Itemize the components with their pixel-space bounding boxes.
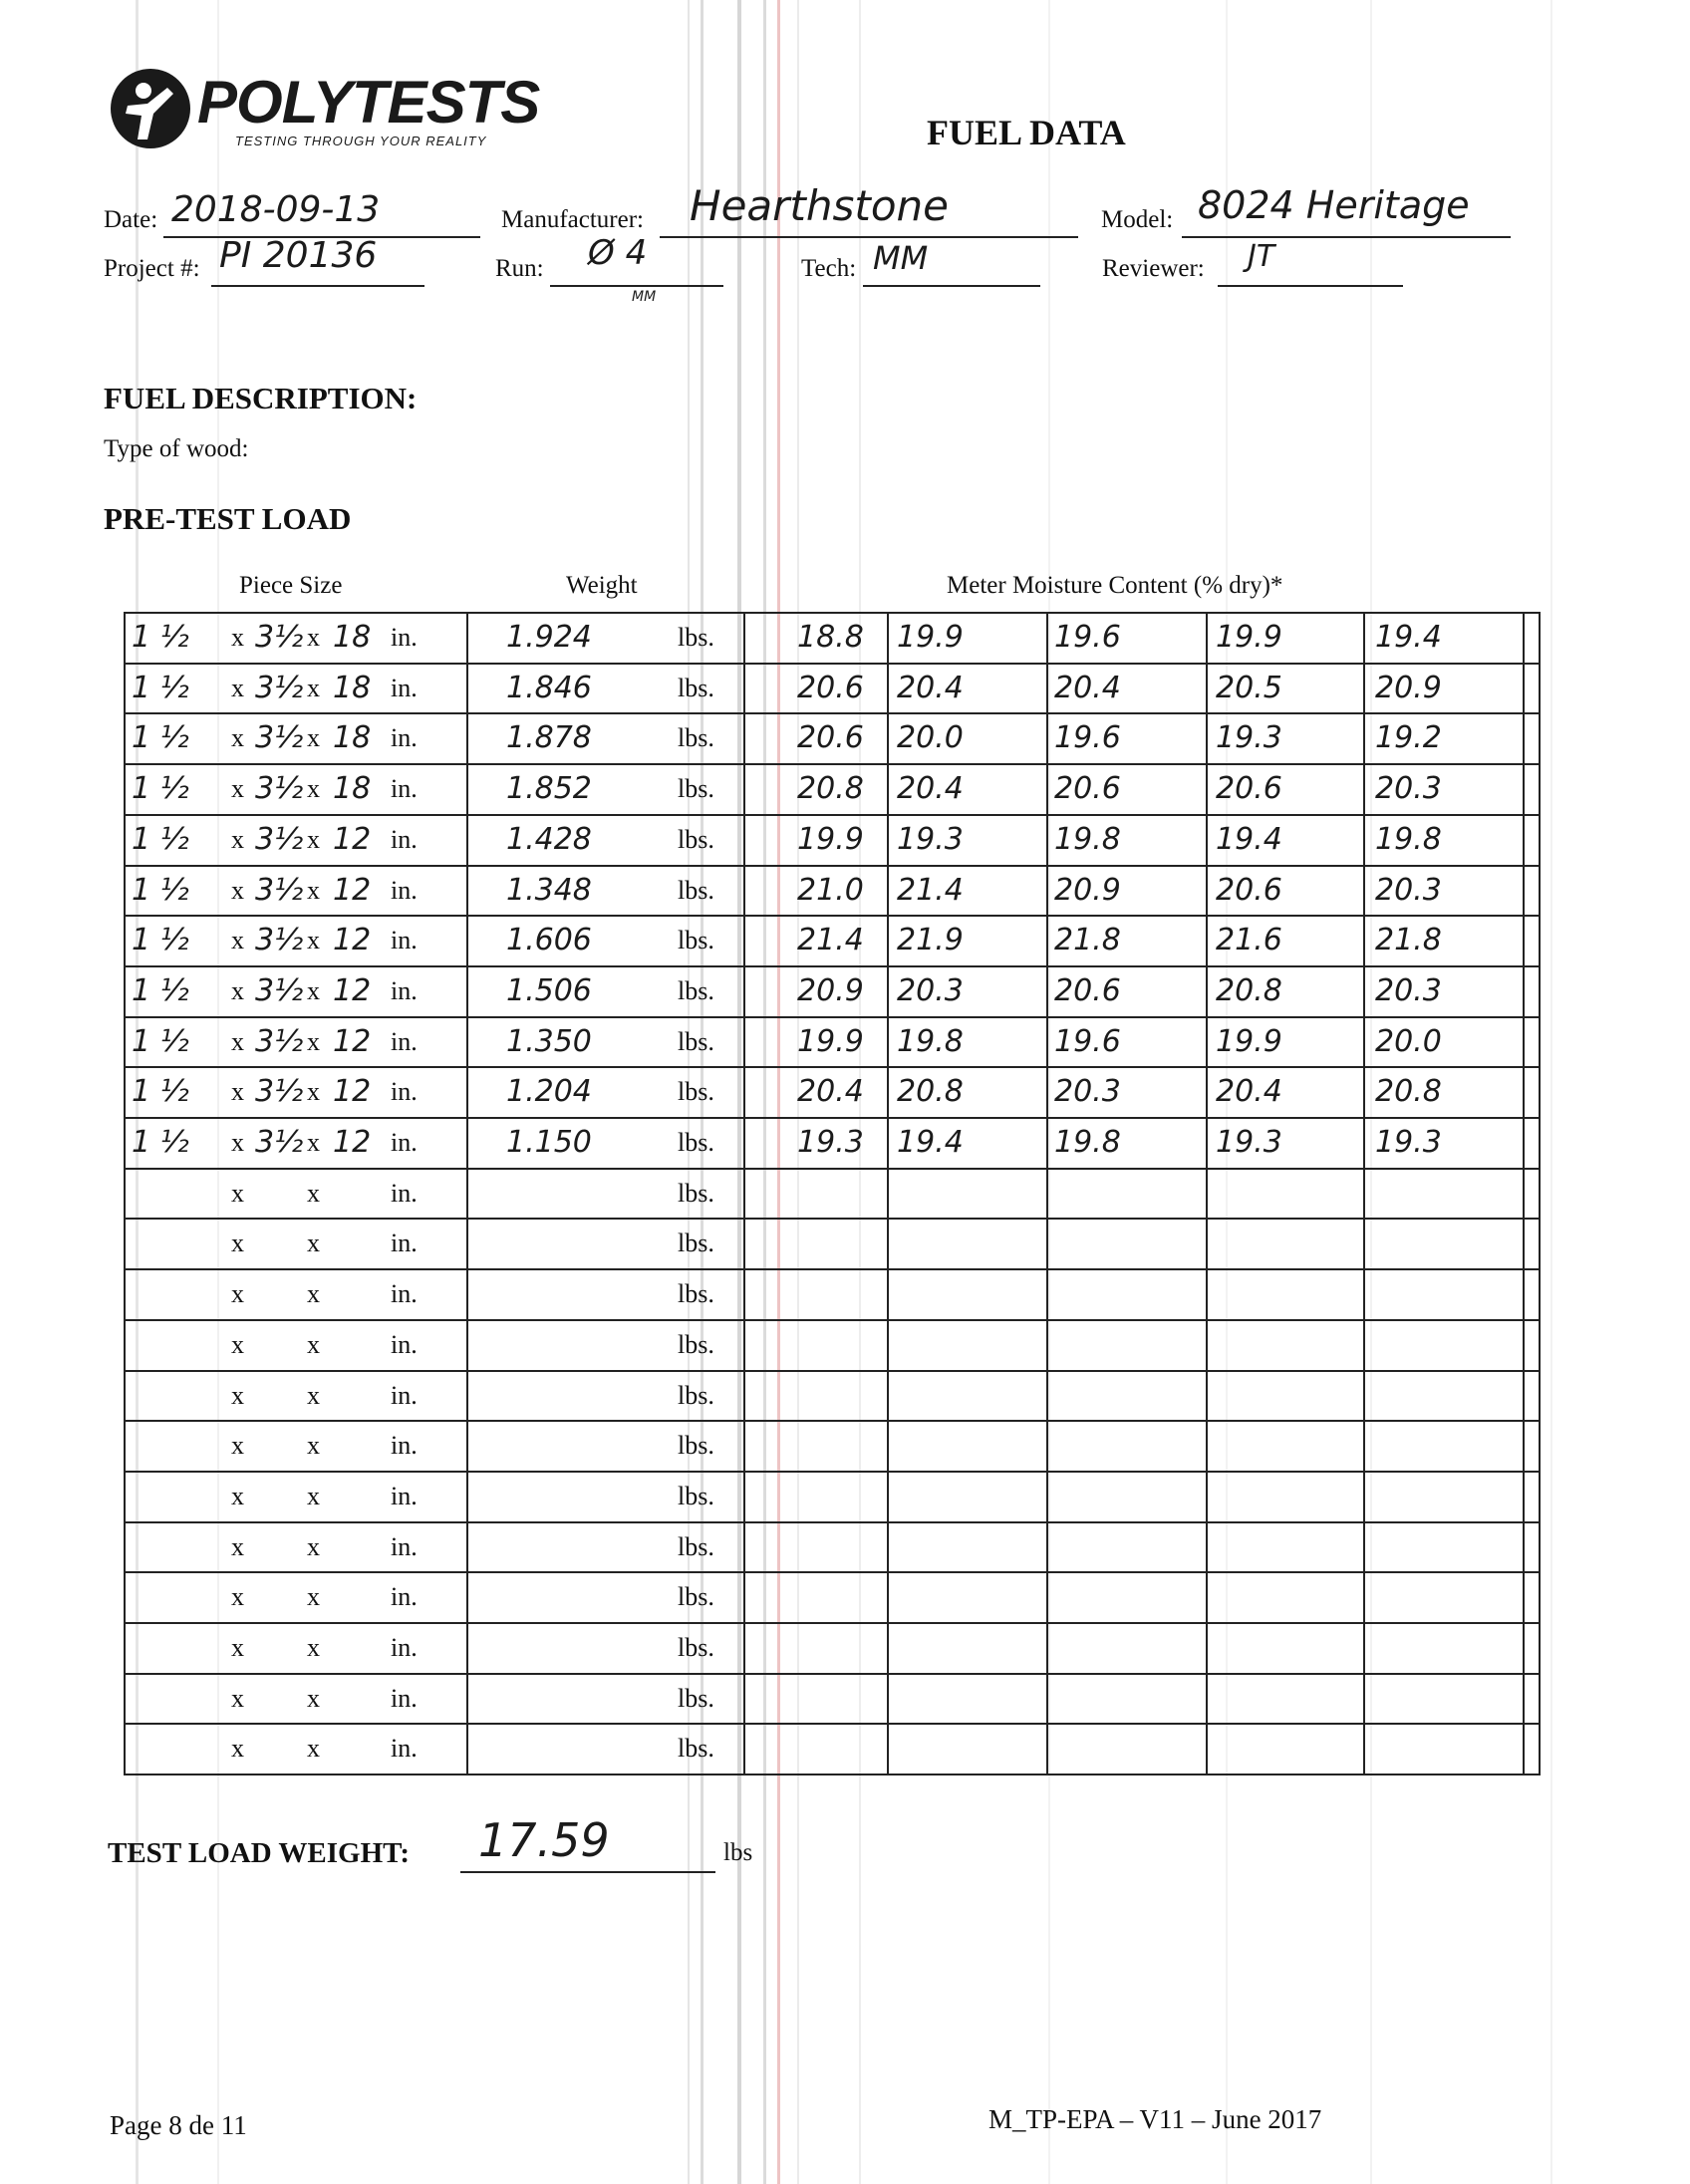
- x-symbol: x: [307, 1734, 320, 1764]
- table-rule: [124, 1521, 1541, 1523]
- logo-tagline: TESTING THROUGH YOUR REALITY: [235, 134, 487, 148]
- x-symbol: x: [307, 975, 320, 1005]
- manufacturer-underline: [660, 236, 1078, 238]
- piece-weight: 1.606: [506, 923, 592, 958]
- inch-unit: in.: [391, 1531, 418, 1561]
- lbs-unit: lbs.: [678, 1279, 714, 1309]
- piece-length: 12: [333, 1125, 372, 1160]
- moisture-reading: 19.9: [797, 1023, 864, 1059]
- x-symbol: x: [307, 1431, 320, 1461]
- moisture-reading: 20.6: [1054, 771, 1121, 807]
- x-symbol: x: [307, 1582, 320, 1612]
- reviewer-underline: [1218, 285, 1403, 287]
- table-column-rule: [466, 612, 468, 1774]
- piece-weight: 1.348: [506, 872, 592, 908]
- lbs-unit: lbs.: [678, 926, 714, 956]
- x-symbol: x: [231, 926, 244, 956]
- manufacturer-value: Hearthstone: [690, 181, 950, 230]
- test-load-weight-label: TEST LOAD WEIGHT:: [108, 1837, 410, 1869]
- piece-thickness: 1 ½: [132, 1074, 189, 1110]
- inch-unit: in.: [391, 1431, 418, 1461]
- moisture-reading: 20.9: [797, 972, 864, 1008]
- inch-unit: in.: [391, 723, 418, 753]
- reviewer-value: JT: [1248, 239, 1275, 274]
- table-column-rule: [124, 612, 126, 1774]
- logo-wordmark: POLYTESTS: [197, 69, 540, 136]
- piece-thickness: 1 ½: [132, 720, 189, 756]
- x-symbol: x: [307, 1178, 320, 1208]
- tech-label: Tech:: [801, 255, 857, 282]
- moisture-reading: 19.3: [1216, 1125, 1282, 1160]
- x-symbol: x: [231, 1228, 244, 1258]
- piece-width: 3½: [255, 972, 304, 1008]
- inch-unit: in.: [391, 1380, 418, 1410]
- inch-unit: in.: [391, 1683, 418, 1713]
- moisture-reading: 20.4: [1216, 1074, 1282, 1110]
- moisture-reading: 20.4: [897, 771, 964, 807]
- lbs-unit: lbs.: [678, 774, 714, 804]
- piece-width: 3½: [255, 1125, 304, 1160]
- moisture-reading: 20.6: [797, 670, 864, 705]
- lbs-unit: lbs.: [678, 1128, 714, 1157]
- moisture-reading: 20.6: [1216, 771, 1282, 807]
- piece-thickness: 1 ½: [132, 1125, 189, 1160]
- piece-width: 3½: [255, 1074, 304, 1110]
- date-value: 2018-09-13: [171, 189, 381, 230]
- x-symbol: x: [231, 1380, 244, 1410]
- moisture-reading: 20.0: [1375, 1023, 1442, 1059]
- inch-unit: in.: [391, 875, 418, 905]
- lbs-unit: lbs.: [678, 1329, 714, 1359]
- moisture-reading: 21.9: [897, 923, 964, 958]
- piece-weight: 1.350: [506, 1023, 592, 1059]
- moisture-reading: 19.9: [897, 620, 964, 655]
- moisture-reading: 20.9: [1375, 670, 1442, 705]
- inch-unit: in.: [391, 774, 418, 804]
- x-symbol: x: [231, 774, 244, 804]
- moisture-reading: 19.3: [897, 821, 964, 857]
- moisture-reading: 20.6: [797, 720, 864, 756]
- inch-unit: in.: [391, 1178, 418, 1208]
- moisture-reading: 21.8: [1375, 923, 1442, 958]
- moisture-reading: 19.6: [1054, 720, 1121, 756]
- table-column-rule: [1046, 612, 1048, 1774]
- test-load-weight-value: 17.59: [478, 1813, 610, 1867]
- document-title: FUEL DATA: [927, 113, 1126, 152]
- lbs-unit: lbs.: [678, 1734, 714, 1764]
- piece-length: 12: [333, 972, 372, 1008]
- x-symbol: x: [231, 1279, 244, 1309]
- lbs-unit: lbs.: [678, 1531, 714, 1561]
- lbs-unit: lbs.: [678, 1431, 714, 1461]
- inch-unit: in.: [391, 1128, 418, 1157]
- piece-length: 12: [333, 872, 372, 908]
- piece-weight: 1.428: [506, 821, 592, 857]
- inch-unit: in.: [391, 1582, 418, 1612]
- lbs-unit: lbs.: [678, 1380, 714, 1410]
- moisture-reading: 21.4: [897, 872, 964, 908]
- col-piece-size: Piece Size: [239, 572, 343, 599]
- piece-length: 12: [333, 1023, 372, 1059]
- inch-unit: in.: [391, 1279, 418, 1309]
- moisture-reading: 21.4: [797, 923, 864, 958]
- moisture-reading: 19.6: [1054, 620, 1121, 655]
- x-symbol: x: [307, 1633, 320, 1662]
- run-initials: MM: [632, 289, 657, 305]
- moisture-reading: 21.0: [797, 872, 864, 908]
- x-symbol: x: [231, 673, 244, 702]
- fuel-description-heading: FUEL DESCRIPTION:: [104, 381, 418, 415]
- moisture-reading: 20.9: [1054, 872, 1121, 908]
- project-underline: [211, 285, 424, 287]
- piece-weight: 1.924: [506, 620, 592, 655]
- moisture-reading: 19.2: [1375, 720, 1442, 756]
- moisture-reading: 20.0: [897, 720, 964, 756]
- x-symbol: x: [307, 1128, 320, 1157]
- lbs-unit: lbs.: [678, 1077, 714, 1107]
- lbs-unit: lbs.: [678, 723, 714, 753]
- moisture-reading: 19.4: [1216, 821, 1282, 857]
- lbs-unit: lbs.: [678, 1633, 714, 1662]
- x-symbol: x: [307, 723, 320, 753]
- lbs-unit: lbs.: [678, 1481, 714, 1510]
- moisture-reading: 20.3: [1054, 1074, 1121, 1110]
- pretest-load-table: [124, 612, 1541, 1774]
- x-symbol: x: [231, 1633, 244, 1662]
- x-symbol: x: [231, 1481, 244, 1510]
- lbs-unit: lbs.: [678, 1582, 714, 1612]
- moisture-reading: 19.3: [1216, 720, 1282, 756]
- inch-unit: in.: [391, 1026, 418, 1056]
- piece-weight: 1.846: [506, 670, 592, 705]
- piece-thickness: 1 ½: [132, 620, 189, 655]
- inch-unit: in.: [391, 1734, 418, 1764]
- table-rule: [124, 1218, 1541, 1220]
- moisture-reading: 20.6: [1054, 972, 1121, 1008]
- inch-unit: in.: [391, 1329, 418, 1359]
- table-column-rule: [1523, 612, 1525, 1774]
- x-symbol: x: [231, 1178, 244, 1208]
- run-underline: [550, 285, 723, 287]
- piece-thickness: 1 ½: [132, 972, 189, 1008]
- model-value: 8024 Heritage: [1198, 183, 1470, 227]
- form-id: M_TP-EPA – V11 – June 2017: [988, 2104, 1322, 2134]
- moisture-reading: 18.8: [797, 620, 864, 655]
- x-symbol: x: [231, 1128, 244, 1157]
- col-moisture: Meter Moisture Content (% dry)*: [947, 572, 1283, 599]
- moisture-reading: 19.9: [1216, 620, 1282, 655]
- piece-length: 18: [333, 771, 372, 807]
- table-rule: [124, 1471, 1541, 1473]
- moisture-reading: 19.6: [1054, 1023, 1121, 1059]
- table-column-rule: [1539, 612, 1541, 1774]
- x-symbol: x: [231, 623, 244, 652]
- x-symbol: x: [231, 824, 244, 854]
- moisture-reading: 20.3: [1375, 872, 1442, 908]
- x-symbol: x: [307, 1531, 320, 1561]
- piece-width: 3½: [255, 821, 304, 857]
- lbs-unit: lbs.: [678, 975, 714, 1005]
- manufacturer-label: Manufacturer:: [501, 206, 644, 233]
- table-column-rule: [887, 612, 889, 1774]
- table-column-rule: [743, 612, 745, 1774]
- piece-length: 18: [333, 720, 372, 756]
- type-of-wood-label: Type of wood:: [104, 435, 249, 462]
- piece-length: 18: [333, 620, 372, 655]
- piece-width: 3½: [255, 771, 304, 807]
- piece-width: 3½: [255, 923, 304, 958]
- piece-length: 12: [333, 1074, 372, 1110]
- moisture-reading: 19.9: [1216, 1023, 1282, 1059]
- moisture-reading: 19.3: [797, 1125, 864, 1160]
- x-symbol: x: [307, 1380, 320, 1410]
- piece-width: 3½: [255, 1023, 304, 1059]
- lbs-unit: lbs.: [678, 673, 714, 702]
- table-rule: [124, 1723, 1541, 1725]
- x-symbol: x: [307, 1683, 320, 1713]
- x-symbol: x: [231, 723, 244, 753]
- table-rule: [124, 1673, 1541, 1675]
- piece-length: 12: [333, 821, 372, 857]
- piece-weight: 1.150: [506, 1125, 592, 1160]
- model-underline: [1182, 236, 1511, 238]
- run-label: Run:: [495, 255, 544, 282]
- polytests-logo-icon: [108, 66, 193, 151]
- x-symbol: x: [307, 1329, 320, 1359]
- lbs-unit: lbs.: [678, 875, 714, 905]
- moisture-reading: 20.3: [1375, 771, 1442, 807]
- piece-width: 3½: [255, 720, 304, 756]
- x-symbol: x: [307, 1279, 320, 1309]
- moisture-reading: 20.8: [797, 771, 864, 807]
- x-symbol: x: [307, 1481, 320, 1510]
- x-symbol: x: [231, 875, 244, 905]
- x-symbol: x: [307, 623, 320, 652]
- moisture-reading: 19.8: [1054, 821, 1121, 857]
- moisture-reading: 20.3: [1375, 972, 1442, 1008]
- project-value: PI 20136: [219, 235, 378, 276]
- scan-streak: [1550, 0, 1552, 2184]
- lbs-unit: lbs.: [678, 824, 714, 854]
- moisture-reading: 20.8: [1216, 972, 1282, 1008]
- moisture-reading: 19.8: [897, 1023, 964, 1059]
- table-rule: [124, 1268, 1541, 1270]
- x-symbol: x: [307, 774, 320, 804]
- x-symbol: x: [307, 1228, 320, 1258]
- lbs-unit: lbs.: [678, 1228, 714, 1258]
- piece-thickness: 1 ½: [132, 771, 189, 807]
- moisture-reading: 20.3: [897, 972, 964, 1008]
- table-rule: [124, 1774, 1541, 1775]
- table-rule: [124, 1370, 1541, 1372]
- model-label: Model:: [1101, 206, 1174, 233]
- moisture-reading: 20.5: [1216, 670, 1282, 705]
- x-symbol: x: [307, 1026, 320, 1056]
- piece-thickness: 1 ½: [132, 821, 189, 857]
- piece-width: 3½: [255, 872, 304, 908]
- piece-length: 12: [333, 923, 372, 958]
- piece-width: 3½: [255, 620, 304, 655]
- moisture-reading: 19.9: [797, 821, 864, 857]
- test-load-weight-unit: lbs: [723, 1839, 753, 1866]
- moisture-reading: 21.8: [1054, 923, 1121, 958]
- inch-unit: in.: [391, 1481, 418, 1510]
- tech-value: MM: [873, 239, 929, 277]
- project-label: Project #:: [104, 255, 200, 282]
- moisture-reading: 19.4: [1375, 620, 1442, 655]
- inch-unit: in.: [391, 623, 418, 652]
- company-logo: [108, 62, 540, 151]
- table-rule: [124, 1420, 1541, 1422]
- reviewer-label: Reviewer:: [1102, 255, 1205, 282]
- x-symbol: x: [231, 1329, 244, 1359]
- inch-unit: in.: [391, 926, 418, 956]
- moisture-reading: 20.8: [1375, 1074, 1442, 1110]
- pretest-load-heading: PRE-TEST LOAD: [104, 501, 352, 536]
- date-label: Date:: [104, 206, 158, 233]
- piece-width: 3½: [255, 670, 304, 705]
- piece-thickness: 1 ½: [132, 1023, 189, 1059]
- x-symbol: x: [231, 1431, 244, 1461]
- table-rule: [124, 1319, 1541, 1321]
- moisture-reading: 20.4: [897, 670, 964, 705]
- moisture-reading: 19.8: [1054, 1125, 1121, 1160]
- test-load-weight-underline: [460, 1871, 715, 1873]
- moisture-reading: 20.4: [797, 1074, 864, 1110]
- table-rule: [124, 1571, 1541, 1573]
- x-symbol: x: [231, 1683, 244, 1713]
- piece-length: 18: [333, 670, 372, 705]
- table-column-rule: [1363, 612, 1365, 1774]
- x-symbol: x: [231, 1734, 244, 1764]
- piece-weight: 1.852: [506, 771, 592, 807]
- moisture-reading: 19.3: [1375, 1125, 1442, 1160]
- piece-weight: 1.878: [506, 720, 592, 756]
- inch-unit: in.: [391, 1633, 418, 1662]
- lbs-unit: lbs.: [678, 1178, 714, 1208]
- x-symbol: x: [231, 975, 244, 1005]
- col-weight: Weight: [566, 572, 638, 599]
- piece-thickness: 1 ½: [132, 923, 189, 958]
- inch-unit: in.: [391, 824, 418, 854]
- piece-weight: 1.506: [506, 972, 592, 1008]
- x-symbol: x: [231, 1531, 244, 1561]
- x-symbol: x: [231, 1026, 244, 1056]
- x-symbol: x: [307, 673, 320, 702]
- piece-thickness: 1 ½: [132, 670, 189, 705]
- x-symbol: x: [307, 824, 320, 854]
- x-symbol: x: [307, 875, 320, 905]
- lbs-unit: lbs.: [678, 1683, 714, 1713]
- page-number: Page 8 de 11: [110, 2110, 247, 2140]
- moisture-reading: 19.4: [897, 1125, 964, 1160]
- moisture-reading: 20.4: [1054, 670, 1121, 705]
- moisture-reading: 20.6: [1216, 872, 1282, 908]
- moisture-reading: 19.8: [1375, 821, 1442, 857]
- table-rule: [124, 1622, 1541, 1624]
- tech-underline: [863, 285, 1040, 287]
- inch-unit: in.: [391, 975, 418, 1005]
- table-column-rule: [1206, 612, 1208, 1774]
- inch-unit: in.: [391, 1228, 418, 1258]
- moisture-reading: 21.6: [1216, 923, 1282, 958]
- piece-thickness: 1 ½: [132, 872, 189, 908]
- x-symbol: x: [231, 1582, 244, 1612]
- x-symbol: x: [231, 1077, 244, 1107]
- inch-unit: in.: [391, 673, 418, 702]
- moisture-reading: 20.8: [897, 1074, 964, 1110]
- lbs-unit: lbs.: [678, 1026, 714, 1056]
- inch-unit: in.: [391, 1077, 418, 1107]
- x-symbol: x: [307, 1077, 320, 1107]
- piece-weight: 1.204: [506, 1074, 592, 1110]
- x-symbol: x: [307, 926, 320, 956]
- lbs-unit: lbs.: [678, 623, 714, 652]
- run-value: Ø 4: [588, 233, 648, 273]
